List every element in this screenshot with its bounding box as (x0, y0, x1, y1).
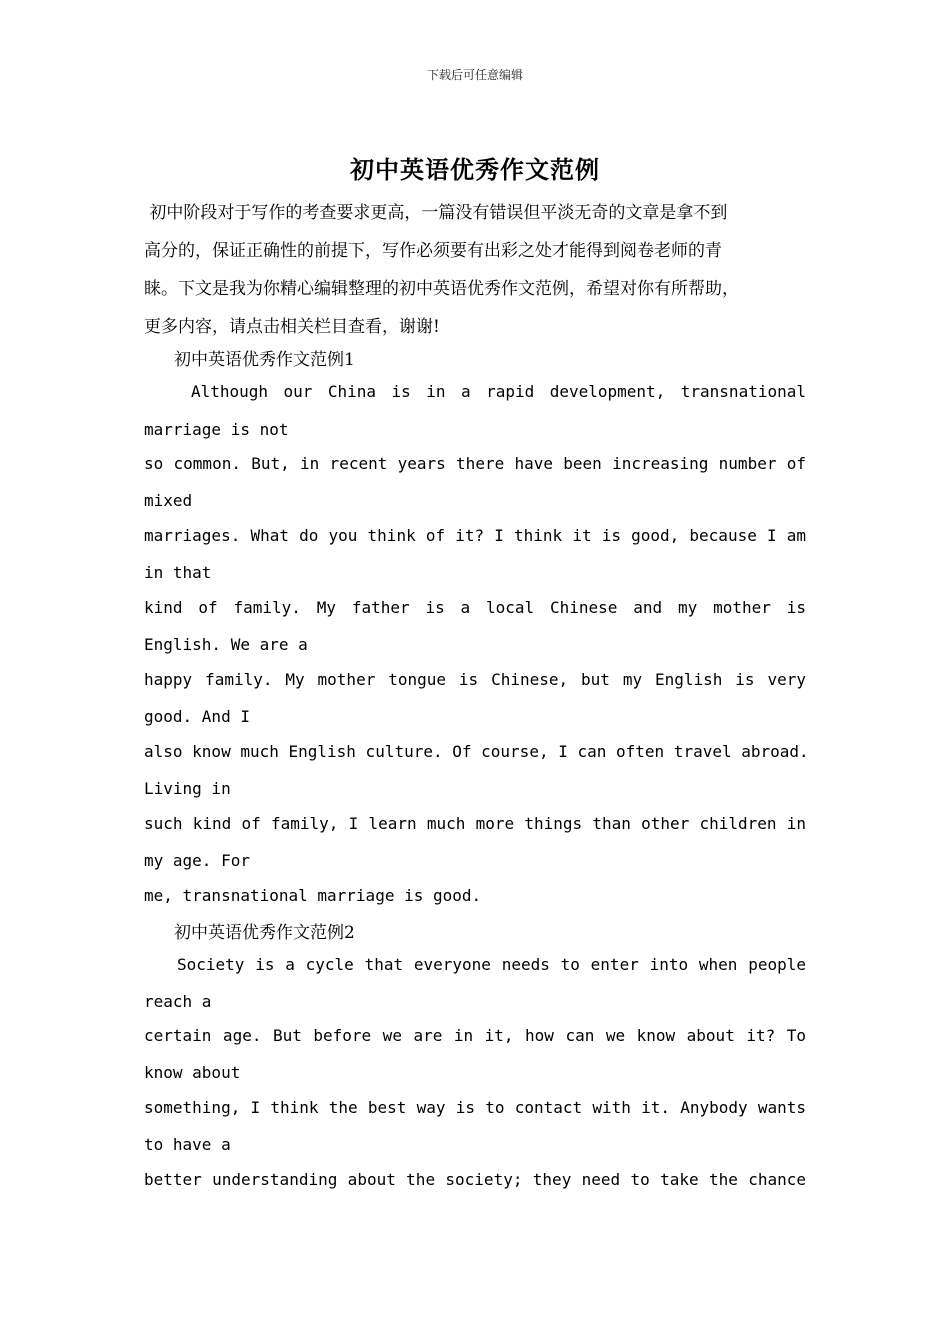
essay-line: in that (144, 563, 212, 582)
essay-line: marriage is not (144, 420, 289, 439)
essay-line: Society is a cycle that everyone needs to enter into when people (177, 955, 806, 974)
intro-line: 高分的，保证正确性的前提下，写作必须要有出彩之处才能得到阅卷老师的青 (144, 241, 722, 261)
intro-line: 更多内容，请点击相关栏目查看，谢谢! (144, 317, 440, 337)
essay-line: Although our China is in a rapid development, transnational (191, 382, 806, 401)
essay-line: also know much English culture. Of course, I can often travel abroad. (144, 742, 809, 761)
essay-line: mixed (144, 491, 193, 510)
essay-line: kind of family. My father is a local Chinese and my mother is (144, 598, 806, 617)
essay-line: my age. For (144, 851, 250, 870)
section-heading-2: 初中英语优秀作文范例2 (174, 923, 355, 943)
intro-paragraph (144, 194, 824, 346)
intro-line: 睐。下文是我为你精心编辑整理的初中英语优秀作文范例，希望对你有所帮助， (144, 279, 739, 299)
essay-line: to have a (144, 1135, 231, 1154)
document-title: 初中英语优秀作文范例 (350, 155, 600, 184)
essay-line: certain age. But before we are in it, how can we know about it? To (144, 1026, 806, 1045)
essay-line: better understanding about the society; they need to take the chance (144, 1170, 806, 1189)
essay-line: marriages. What do you think of it? I think it is good, because I am (144, 526, 806, 545)
essay-line: so common. But, in recent years there have been increasing number of (144, 454, 806, 473)
essay-line: reach a (144, 992, 212, 1011)
essay-line: such kind of family, I learn much more things than other children in (144, 814, 806, 833)
section-heading-1: 初中英语优秀作文范例1 (174, 350, 355, 370)
essay-line: know about (144, 1063, 241, 1082)
essay-line: Living in (144, 779, 231, 798)
essay-line: me, transnational marriage is good. (144, 886, 482, 905)
essay-line: something, I think the best way is to contact with it. Anybody wants (144, 1098, 806, 1117)
intro-line: 初中阶段对于写作的考查要求更高，一篇没有错误但平淡无奇的文章是拿不到 (144, 203, 728, 223)
essay-line: good. And I (144, 707, 250, 726)
header-note: 下载后可任意编辑 (426, 68, 523, 82)
essay-line: happy family. My mother tongue is Chinese, but my English is very (144, 670, 806, 689)
essay-line: English. We are a (144, 635, 308, 654)
